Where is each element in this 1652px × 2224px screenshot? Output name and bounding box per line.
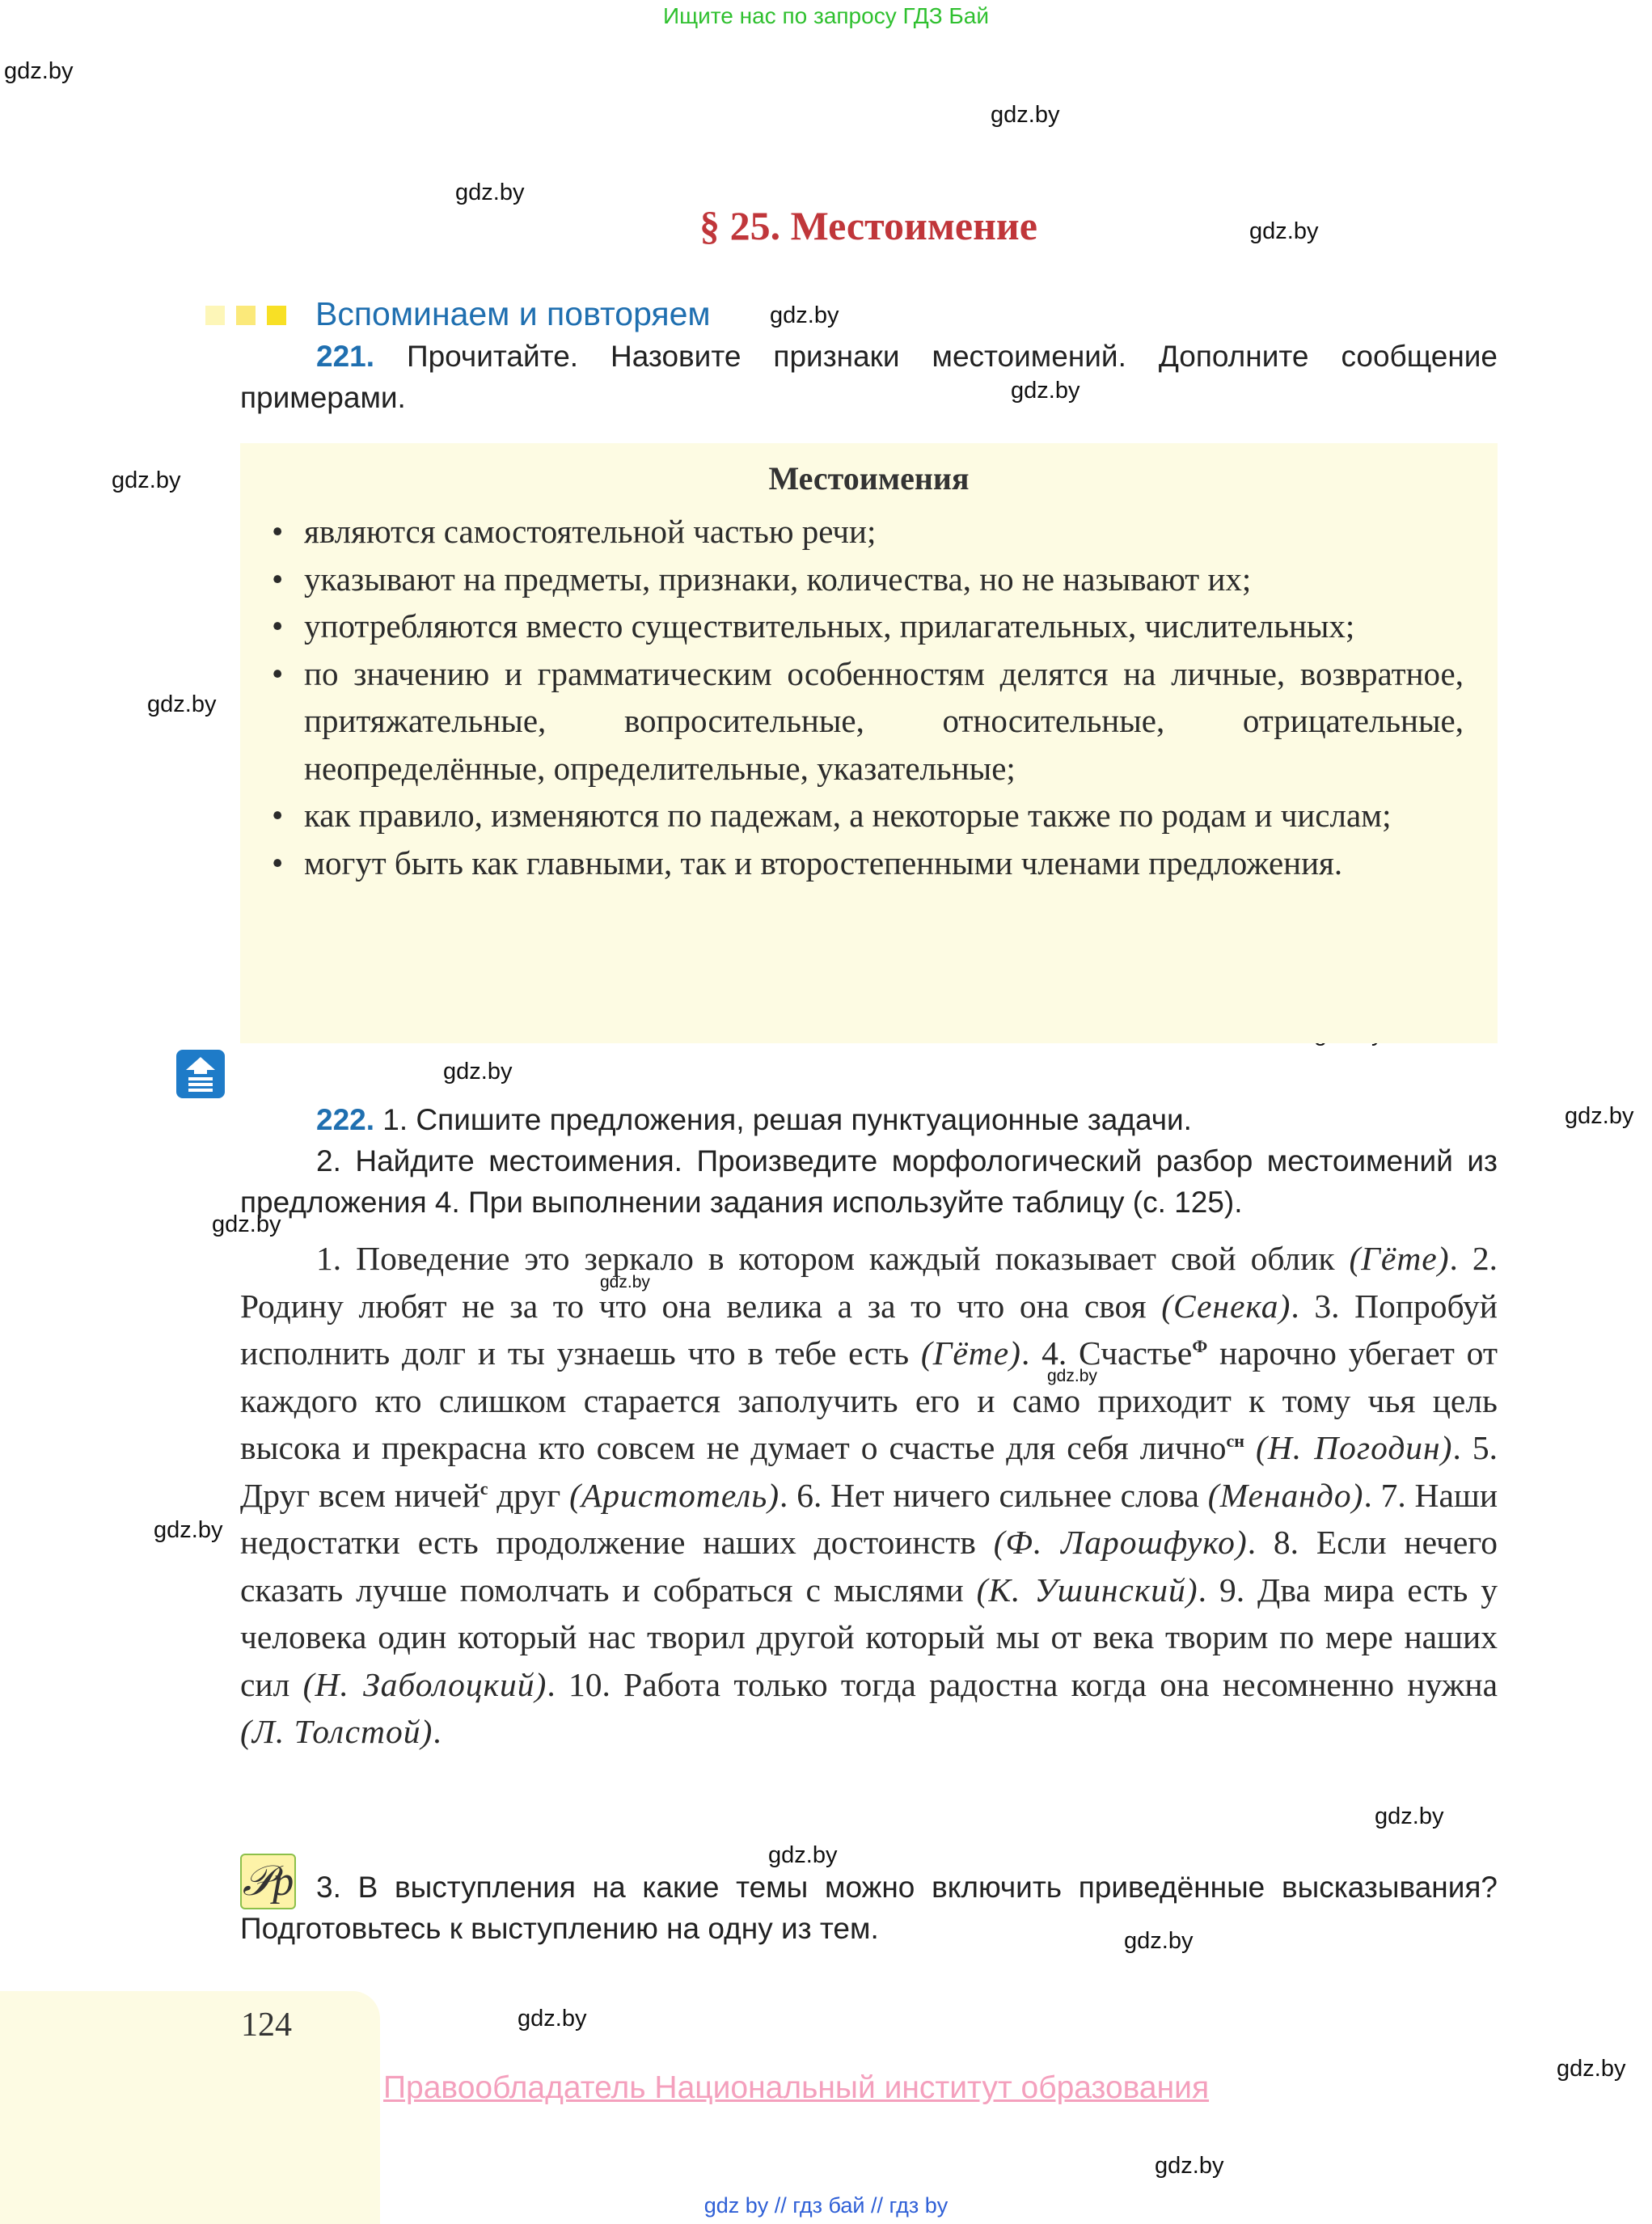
watermark: gdz.by (443, 1059, 513, 1085)
mark-sup: с (480, 1478, 488, 1499)
rule-title: Местоимения (768, 460, 970, 497)
quote-author: (Гёте) (1349, 1240, 1450, 1277)
watermark: gdz.by (455, 180, 525, 205)
quote-author: (Сенека) (1161, 1287, 1291, 1325)
section-heading: Вспоминаем и повторяем (315, 295, 711, 332)
quote-author: (Аристотель) (569, 1476, 780, 1514)
watermark: gdz.by (1565, 1103, 1634, 1129)
watermark: gdz.by (1375, 1803, 1444, 1829)
quote-author: (Ф. Ларошфуко) (993, 1524, 1248, 1561)
quote-text: 5. Друг всем ничей (240, 1429, 1498, 1514)
page-number: 124 (241, 2006, 292, 2044)
watermark: gdz.by (1155, 2153, 1224, 2179)
quote-author: (Л. Толстой) (240, 1713, 433, 1750)
quote-text: 9. Два мира есть у человека один который нас творил другой который мы от века творим по мере наших сил (240, 1571, 1498, 1703)
square-icon (236, 306, 256, 325)
quote-text: друг (488, 1476, 561, 1514)
quote-text: 8. Если нечего сказать лучше помолчать и собраться с мыслями (240, 1524, 1498, 1609)
quote-text: 1. Поведение это зеркало в котором каждый показывает свой облик (316, 1240, 1335, 1277)
watermark: gdz.by (147, 691, 217, 717)
quote-text: 2. Родину любят не за то что она велика а за то что она своя (240, 1240, 1498, 1325)
task-222-step2: 2. Найдите местоимения. Произведите морфологический разбор местоимений из предложения 4. При выполнении задания используйте таблицу (с. 125). (240, 1144, 1498, 1219)
quote-text: нарочно убегает от каждого кто слишком старается заполучить его и само приходит к тому чья цель высока и прекрасна кто совсем не думает о счастье для себя лично (240, 1334, 1498, 1466)
quote-author: (Гёте) (920, 1334, 1021, 1372)
task-number: 221. (316, 340, 375, 373)
watermark: gdz.by (1124, 1928, 1194, 1954)
speech-pp-icon: 𝒫p (240, 1854, 296, 1909)
quote-text: 7. Наши недостатки есть продолжение наших достоинств (240, 1476, 1498, 1561)
page-title: § 25. Местоимение (699, 203, 1037, 248)
square-icon (267, 306, 286, 325)
watermark: gdz.by (4, 58, 74, 84)
watermark: gdz.by (212, 1211, 281, 1237)
rule-item: • по значению и грамматическим особенностям делятся на личные, возвратное, притяжательные, вопросительные, относительные, отрицательные, неопределённые, определительные, указательные; (267, 650, 1464, 793)
rule-item: • употребляются вместо существительных, прилагательных, числительных; (267, 603, 1464, 650)
watermark: gdz.by (768, 1842, 838, 1868)
task-222-step3: 3. В выступления на какие темы можно включить приведённые высказывания? Подготовьтесь к выступлению на одну из тем. (240, 1871, 1498, 1945)
quote-text: 4. Счастье (1041, 1334, 1193, 1372)
rule-item: • являются самостоятельной частью речи; (267, 508, 1464, 556)
watermark: gdz.by (991, 102, 1060, 128)
watermark: gdz.by (1011, 378, 1080, 404)
task-number: 222. (316, 1103, 375, 1136)
task-222-step1 (240, 1099, 1498, 1140)
quote-author: (Менандо) (1207, 1476, 1364, 1514)
task-text: Прочитайте. Назовите признаки местоимений. Дополните сообщение примерами. (240, 340, 1498, 414)
mark-sup: Ф (1192, 1336, 1208, 1357)
quote-text: 3. Попробуй исполнить долг и ты узнаешь что в тебе есть (240, 1287, 1498, 1372)
task-221 (240, 336, 1498, 418)
task-text: 1. Спишите предложения, решая пунктуационные задачи. (382, 1103, 1192, 1136)
page-corner (0, 1991, 380, 2224)
watermark: gdz.by (112, 467, 181, 493)
quotes-paragraph: 1. Поведение это зеркало в котором каждый показывает свой облик (Гёте). 2. Родину любят не за то что она велика а за то что она своя (Сенека). 3. Попробуй исполнить долг и ты узнаешь что в тебе есть (Гёте). 4. Счастье$^Ф$ нарочно убегает от каждого кто слишком старается заполучить его и само приходит к тому чья цель высока и прекрасна кто совсем не думает о счастье для себя лично$^{сн}$ (Н. Погодин). 5. Друг всем ничей$^с$ друг (Аристотель). 6. Нет ничего сильнее слова (Менандо). 7. Наши недостатки есть продолжение наших достоинств (Ф. Ларошфуко). 8. Если нечего сказать лучше помолчать и собраться с мыслями (К. Ушинский). 9. Два мира есть у человека один который нас творил другой который мы от века творим по мере наших сил (Н. Заболоцкий). 10. Работа только тогда радостна когда она несомненно нужна (Л. Толстой). (240, 1240, 1498, 1750)
copyright-link[interactable]: Правообладатель Национальный институт образования (383, 2070, 1210, 2105)
bottom-links[interactable]: gdz by // гдз бай // гдз by (703, 2193, 949, 2218)
rule-item: • могут быть как главными, так и второстепенными членами предложения. (267, 839, 1464, 887)
quote-text: 10. Работа только тогда радостна когда она несомненно нужна (568, 1665, 1498, 1703)
watermark: gdz.by (1557, 2056, 1626, 2082)
watermark: gdz.by (1047, 1367, 1097, 1385)
top-banner[interactable]: Ищите нас по запросу ГДЗ Бай (662, 3, 990, 28)
quote-author: (Н. Заболоцкий) (302, 1665, 547, 1703)
square-icon (205, 306, 225, 325)
watermark: gdz.by (600, 1273, 650, 1292)
rule-item: • указывают на предметы, признаки, количества, но не называют их; (267, 556, 1464, 603)
watermark: gdz.by (154, 1517, 223, 1543)
quote-author: (К. Ушинский) (976, 1571, 1198, 1609)
book-icon-svg (176, 1050, 225, 1098)
quote-text: 6. Нет ничего сильнее слова (796, 1476, 1199, 1514)
quote-author: (Н. Погодин) (1256, 1429, 1453, 1466)
rule-list (267, 508, 1464, 886)
watermark: gdz.by (518, 2006, 587, 2032)
book-icon (176, 1050, 225, 1098)
rule-item: • как правило, изменяются по падежам, а некоторые также по родам и числам; (267, 792, 1464, 839)
mark-sup: сн (1226, 1431, 1244, 1452)
watermark: gdz.by (1249, 218, 1319, 244)
watermark: gdz.by (770, 302, 839, 328)
